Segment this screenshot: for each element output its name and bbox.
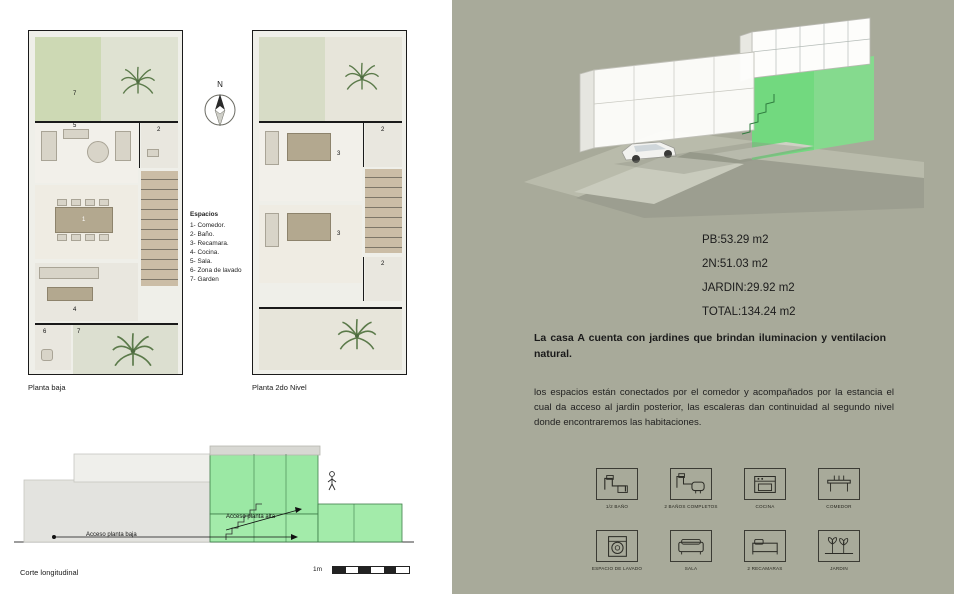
ground-floor-plan: [28, 30, 183, 375]
room-number: 7: [73, 91, 77, 97]
wall: [139, 123, 140, 168]
plans-panel: [0, 0, 452, 594]
compass-icon: [196, 78, 244, 136]
sofa: [41, 131, 57, 161]
garden-icon: [818, 530, 860, 562]
amenity-full-bath: [656, 468, 726, 510]
room-number: 6: [43, 329, 47, 335]
second-floor-label: Planta 2do Nivel: [252, 383, 307, 392]
area-2n: 2N:51.03 m2: [702, 258, 768, 270]
room-number: 7: [77, 329, 81, 335]
room-number: 2: [157, 127, 161, 133]
area-total: TOTAL:134.24 m2: [702, 306, 796, 318]
island: [47, 287, 93, 301]
chair: [71, 234, 81, 241]
room-number: 3: [337, 231, 341, 237]
legend-item: 5- Sala.: [190, 258, 213, 265]
legend-item: 3- Recamara.: [190, 240, 229, 247]
area-jardin: JARDIN:29.92 m2: [702, 282, 795, 294]
wall: [363, 257, 364, 301]
amenity-caption: COCINA: [755, 504, 775, 509]
living-room-icon: [670, 530, 712, 562]
second-floor-plan: [252, 30, 407, 375]
ground-laundry: [35, 325, 71, 370]
palm-icon: [331, 317, 383, 369]
counter: [39, 267, 99, 279]
room-number: 1: [82, 217, 86, 223]
legend-title: Espacios: [190, 211, 219, 218]
laundry-icon: [596, 530, 638, 562]
legend-item: 6- Zona de lavado: [190, 267, 242, 274]
headline-text: La casa A cuenta con jardines que brindan iluminacion y ventilacion natural.: [534, 332, 886, 360]
chair: [71, 199, 81, 206]
chair: [57, 199, 67, 206]
legend-item: 7- Garden: [190, 276, 219, 283]
area-pb: PB:53.29 m2: [702, 234, 769, 246]
amenity-caption: 1/2 BAÑO: [605, 504, 629, 509]
amenity-half-bath: [582, 468, 652, 510]
toilet: [147, 149, 159, 157]
half-bath-icon: [596, 468, 638, 500]
scale-label: 1m: [313, 566, 323, 573]
stair-treads: [365, 169, 402, 253]
room-number: 3: [337, 151, 341, 157]
room-number: 4: [73, 307, 77, 313]
washer: [41, 349, 53, 361]
amenity-living: [656, 530, 726, 572]
palm-icon: [339, 61, 385, 107]
room-number: 2: [381, 261, 385, 267]
palm-icon: [105, 331, 161, 375]
bedroom-icon: [744, 530, 786, 562]
svg-text:N: N: [217, 80, 223, 89]
wall: [363, 123, 364, 167]
full-bath-icon: [670, 468, 712, 500]
bed: [287, 133, 331, 161]
amenity-caption: 2 BAÑOS COMPLETOS: [664, 504, 718, 509]
palm-icon: [115, 65, 161, 111]
info-panel: [452, 0, 954, 594]
room-number: 5: [73, 123, 77, 129]
chair: [85, 199, 95, 206]
amenity-bedroom: [730, 530, 800, 572]
kitchen-icon: [744, 468, 786, 500]
room-number: 2: [381, 127, 385, 133]
area-summary: [702, 228, 796, 324]
chair: [99, 199, 109, 206]
closet: [265, 213, 279, 247]
scale-bar: [332, 566, 410, 574]
amenity-caption: 2 RECAMARAS: [747, 566, 783, 571]
section-annotation-upper: Acceso planta alta: [226, 514, 276, 520]
section-annotation-ground: Acceso planta baja: [86, 532, 137, 538]
amenity-laundry: [582, 530, 652, 572]
amenity-caption: ESPACIO DE LAVADO: [591, 566, 643, 571]
sofa: [115, 131, 131, 161]
amenity-garden: [804, 530, 874, 572]
chair: [85, 234, 95, 241]
second-open-garden: [259, 37, 325, 121]
chair: [99, 234, 109, 241]
legend-item: 4- Cocina.: [190, 249, 220, 256]
amenity-caption: COMEDOR: [826, 504, 852, 509]
amenity-kitchen: [730, 468, 800, 510]
bed: [287, 213, 331, 241]
body-text: los espacios están conectados por el comedor y acompañados por la estancia el cual da acceso al jardin posterior, las escaleras dan continuidad al segundo nivel donde encontraremos las habitaciones.: [534, 387, 894, 428]
section-drawing: [14, 418, 414, 566]
sofa: [63, 129, 89, 139]
section-label: Corte longitudinal: [20, 568, 79, 577]
round-table: [87, 141, 109, 163]
legend-espacios: [190, 210, 242, 284]
deck-boards: [141, 171, 178, 286]
amenity-caption: JARDIN: [830, 566, 848, 571]
dining-icon: [818, 468, 860, 500]
chair: [57, 234, 67, 241]
closet: [265, 131, 279, 165]
amenities-grid: [582, 468, 872, 578]
3d-render: [514, 12, 924, 222]
amenity-dining: [804, 468, 874, 510]
legend-item: 2- Baño.: [190, 231, 215, 238]
amenity-caption: SALA: [684, 566, 698, 571]
longitudinal-section: [14, 418, 414, 566]
legend-item: 1- Comedor.: [190, 222, 226, 229]
ground-floor-label: Planta baja: [28, 383, 66, 392]
